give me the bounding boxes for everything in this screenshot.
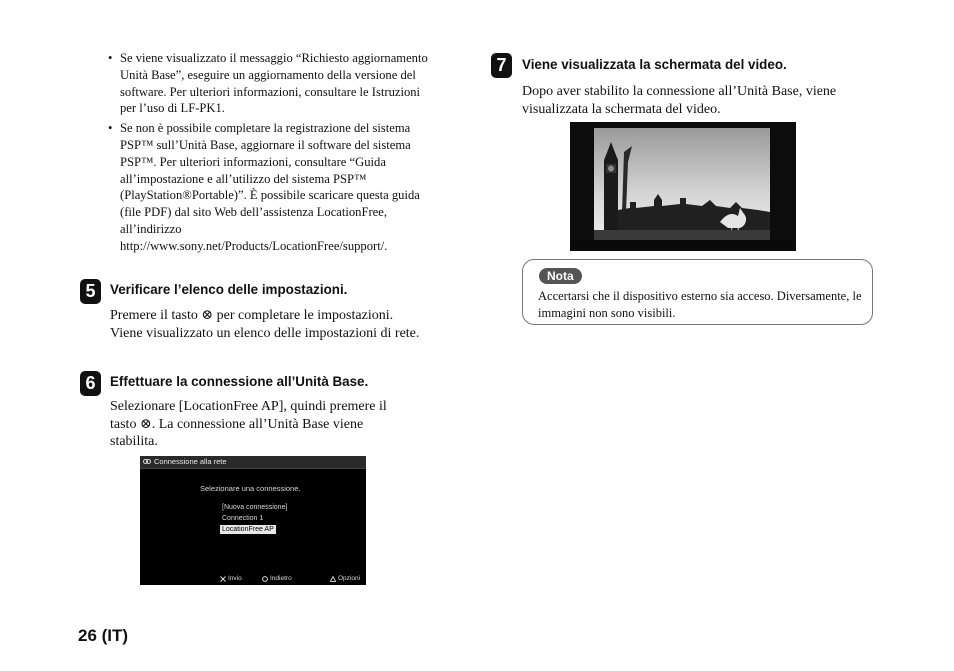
step-body-6-after: . La connessione all’Unità Base viene stabilita.: [110, 416, 364, 449]
step-body-5: [110, 307, 420, 342]
cross-button-icon: [220, 576, 226, 582]
step-title-7: Viene visualizzata la schermata del video.: [522, 57, 787, 72]
step-body-5-after: per completare le impostazioni. Viene visualizzato un elenco delle impostazioni di rete.: [110, 308, 420, 341]
screen-title-bar: [140, 456, 366, 469]
step-number-6: 6: [80, 371, 101, 396]
step-body-6: [110, 398, 410, 451]
footer-options-label: Opzioni: [338, 575, 361, 582]
network-icon: [143, 458, 151, 465]
note-text: Accertarsi che il dispositivo esterno sia acceso. Diversamente, le immagini non sono visibili.: [538, 289, 862, 320]
step-number-7: 7: [491, 53, 512, 78]
triangle-button-icon: [330, 576, 336, 582]
bullet-item-registration: • Se non è possibile completare la registrazione del sistema PSP™ sull’Unità Base, aggiornare il software del sistema PSP™. Per ulteriori informazioni, consultare “Guida all’impostazione e all’utilizzo del sistema PSP™ (PlayStation®Portable)”. È possibile scaricare questa guida (file PDF) dal sito Web dell’assistenza LocationFree, all’indirizzo http://www.sony.net/Products/LocationFree/support/.: [108, 120, 433, 254]
screen-option-new[interactable]: [Nuova connessione]: [222, 504, 288, 511]
bullet-item-update: • Se viene visualizzato il messaggio “Richiesto aggiornamento Unità Base”, eseguire un aggiornamento della versione del software. Per ulteriori informazioni, consultare le Istruzioni per l’uso di LF-PK1.: [108, 50, 433, 117]
step-body-6-before: Selezionare [LocationFree AP], quindi premere il tasto: [110, 399, 387, 432]
screen-option-connection-1[interactable]: Connection 1: [222, 515, 264, 522]
step-title-5: Verificare l’elenco delle impostazioni.: [110, 282, 348, 297]
bullet-list: [108, 50, 433, 258]
note-box: [522, 259, 873, 325]
step-body-7: Dopo aver stabilito la connessione all’Unità Base, viene visualizzata la schermata del video.: [522, 84, 837, 117]
screen-title: Connessione alla rete: [154, 457, 227, 466]
screen-option-locationfree-ap[interactable]: LocationFree AP: [222, 526, 274, 533]
step-number-5: 5: [80, 279, 101, 304]
screen-footer-options[interactable]: [330, 575, 360, 583]
screen-footer-enter[interactable]: [220, 575, 242, 583]
page-number: 26 (IT): [78, 626, 129, 645]
footer-enter-label: Invio: [228, 575, 242, 582]
cross-button-icon: ⊗: [139, 416, 152, 432]
circle-button-icon: [262, 576, 268, 582]
video-screen-image: [570, 122, 796, 251]
step-title-6: Effettuare la connessione all’Unità Base.: [110, 374, 369, 389]
screen-footer-back[interactable]: [262, 575, 292, 583]
cross-button-icon: ⊗: [201, 308, 214, 323]
screen-prompt: Selezionare una connessione.: [200, 484, 301, 493]
psp-connection-screenshot: [140, 456, 366, 585]
step-body-5-before: Premere il tasto: [110, 308, 198, 323]
footer-back-label: Indietro: [270, 575, 292, 582]
note-label: Nota: [539, 268, 582, 284]
